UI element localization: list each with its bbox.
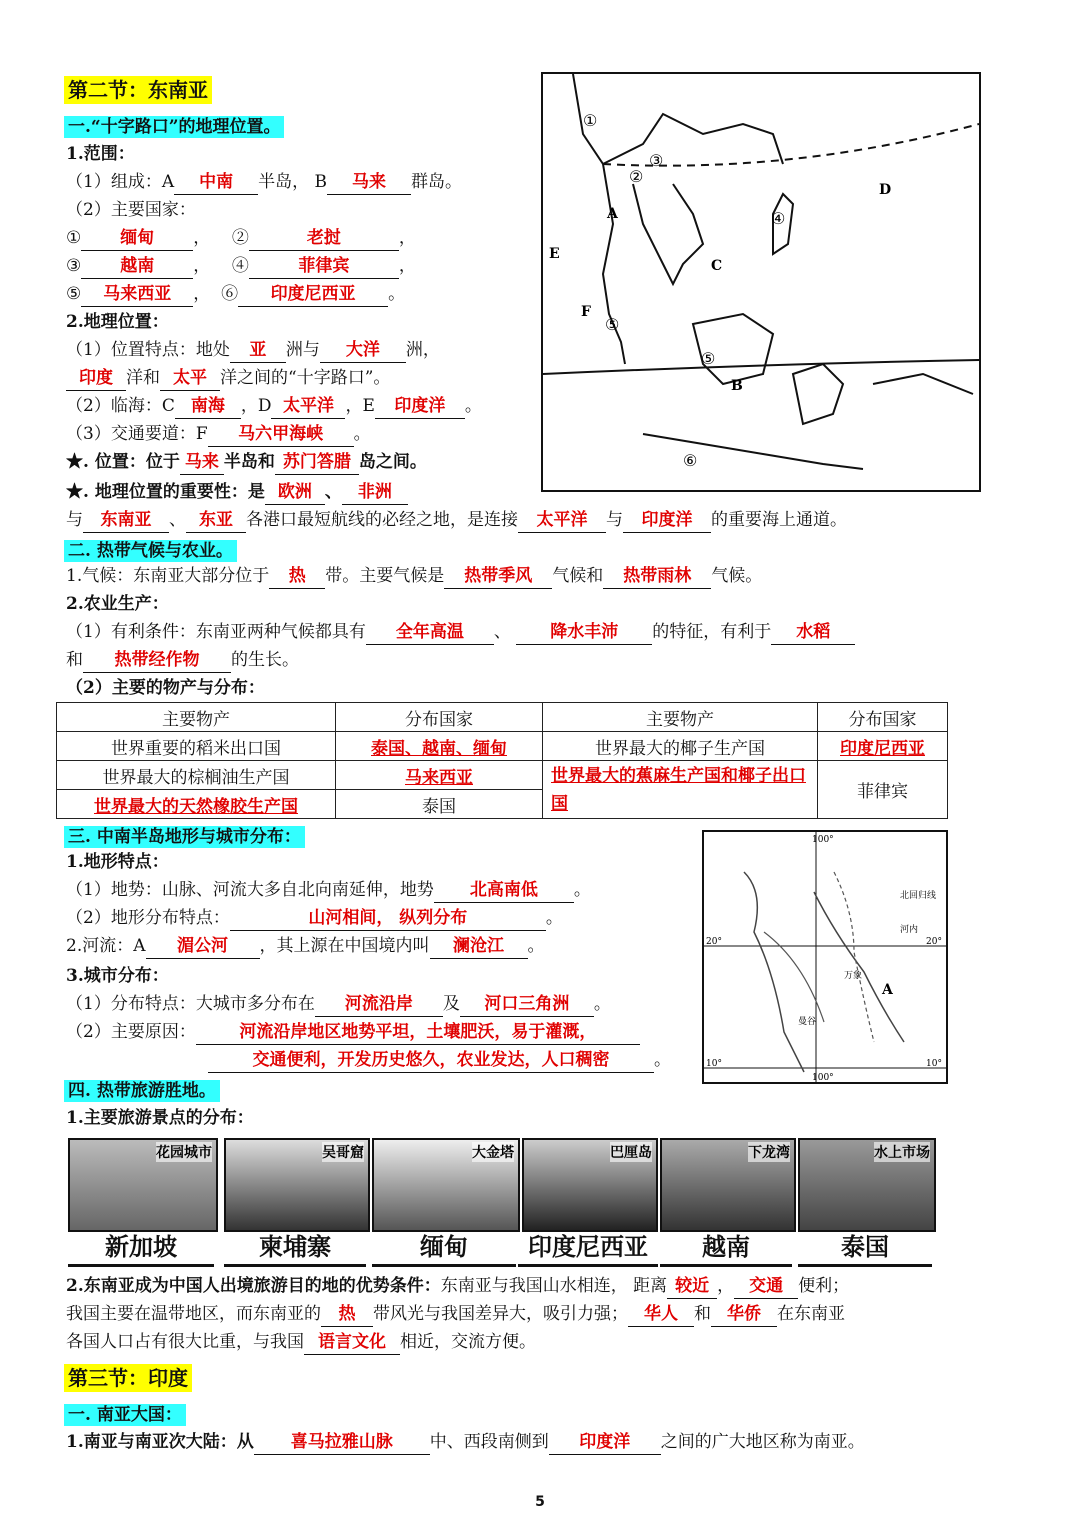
advantage-line-3: 各国人口占有很大比重，与我国 语言文化 相近，交流方便。 — [66, 1330, 536, 1355]
table-header: 主要物产 — [57, 703, 336, 732]
countries-row-3: ⑤ 马来西亚 ， ⑥ 印度尼西亚 。 — [66, 282, 405, 307]
map-vientiane: 万象 — [844, 971, 863, 981]
answer-malai: 马来 — [327, 170, 411, 195]
table-row — [57, 732, 948, 761]
marker-4: ④ — [771, 209, 786, 228]
table-cell: 世界最大的天然橡胶生产国 — [57, 790, 336, 819]
terrain-line-1: （1）地势：山脉、河流大多自北向南延伸，地势 北高南低 。 — [66, 878, 591, 903]
table-cell: 菲律宾 — [818, 761, 948, 819]
photo-tag: 水上市场 — [874, 1142, 930, 1162]
marker-2: ② — [629, 167, 644, 186]
photo-tag: 吴哥窟 — [322, 1142, 364, 1162]
traffic-line: （3）交通要道：F 马六甲海峡 。 — [66, 422, 371, 447]
answer-vietnam: 越南 — [81, 254, 193, 279]
answer-zhongnan: 中南 — [174, 170, 258, 195]
countries-title: （2）主要国家： — [66, 200, 196, 220]
importance-line-1: ★. 地理位置的重要性：是 欧洲 、 非洲 — [66, 480, 408, 505]
answer-laos: 老挝 — [249, 226, 399, 251]
city-line-3: 交通便利，开发历史悠久，农业发达，人口稠密 。 — [208, 1048, 671, 1073]
photo-myanmar — [372, 1138, 520, 1232]
map-lat-left: 20° — [706, 937, 722, 947]
feature-line-2: 印度 洋和 太平 洋之间的“十字路口”。 — [66, 366, 390, 391]
table-row — [57, 703, 948, 732]
products-title: （2）主要的物产与分布： — [66, 678, 265, 698]
countries-row-2: ③ 越南 ， ④ 菲律宾 ， — [66, 254, 416, 279]
condition-line-2: 和 热带经作物 的生长。 — [66, 648, 299, 673]
map-hanoi: 河内 — [900, 925, 919, 935]
terrain-line-2: （2）地形分布特点： 山河相间， 纵列分布 。 — [66, 906, 563, 931]
section3-title: 第三节：印度 — [64, 1362, 192, 1391]
advantage-line-1: 2.东南亚成为中国人出境旅游目的地的优势条件：东南亚与我国山水相连， 距离 较近 ， 交通 便利； — [66, 1274, 849, 1299]
caption-thailand: 泰国 — [798, 1230, 932, 1267]
products-table — [56, 702, 948, 819]
map-drawing — [543, 74, 979, 490]
heading-indochina: 三. 中南半岛地形与城市分布： — [64, 822, 305, 847]
city-line-1: （1）分布特点：大城市多分布在 河流沿岸 及 河口三角洲 。 — [66, 992, 611, 1017]
agri-title: 2.农业生产： — [66, 594, 169, 614]
table-cell: 泰国 — [336, 790, 543, 819]
marker-5b: ⑤ — [701, 349, 716, 368]
label-a: A — [607, 206, 618, 222]
marker-6: ⑥ — [683, 451, 698, 470]
heading-climate: 二. 热带气候与农业。 — [64, 536, 237, 561]
position-line: ★. 位置：位于 马来 半岛和 苏门答腊 岛之间。 — [66, 450, 427, 475]
page-number: 5 — [535, 1494, 545, 1510]
table-header: 主要物产 — [543, 703, 818, 732]
map-lat-right: 20° — [926, 937, 942, 947]
city-line-2: （2）主要原因： 河流沿岸地区地势平坦，土壤肥沃，易于灌溉， — [66, 1020, 640, 1045]
composition-line: （1）组成：A 中南 半岛， B 马来 群岛。 — [66, 170, 462, 195]
marker-5a: ⑤ — [605, 315, 620, 334]
feature-line-1: （1）位置特点：地处 亚 洲与 大洋 洲， — [66, 338, 440, 363]
south-asia-line: 1.南亚与南亚次大陆：从 喜马拉雅山脉 中、西段南侧到 印度洋 之间的广大地区称为南亚。 — [66, 1430, 865, 1455]
photo-indonesia — [522, 1138, 658, 1232]
table-cell: 世界最大的椰子生产国 — [543, 732, 818, 761]
spots-title: 1.主要旅游景点的分布： — [66, 1108, 254, 1128]
indochina-map — [702, 830, 948, 1084]
map-lat-left-2: 10° — [706, 1059, 722, 1069]
caption-indonesia: 印度尼西亚 — [518, 1230, 658, 1267]
label-b: B — [731, 378, 743, 394]
map-bangkok: 曼谷 — [798, 1017, 817, 1027]
answer-philippines: 菲律宾 — [249, 254, 399, 279]
table-row — [57, 761, 948, 790]
photo-tag: 下龙湾 — [748, 1142, 790, 1162]
heading-crossroads — [64, 112, 284, 137]
label-c: C — [711, 258, 723, 274]
map-lon-bottom: 100° — [812, 1073, 834, 1082]
table-cell: 印度尼西亚 — [818, 732, 948, 761]
caption-myanmar: 缅甸 — [372, 1230, 516, 1267]
marker-1: ① — [583, 111, 598, 130]
heading-south-asia: 一. 南亚大国： — [64, 1400, 186, 1425]
map-tropic: 北回归线 — [900, 891, 937, 901]
table-cell: 世界最大的蕉麻生产国和椰子出口国 — [543, 761, 818, 819]
photo-cambodia — [224, 1138, 370, 1232]
photo-vietnam — [660, 1138, 796, 1232]
table-cell: 世界最大的棕榈油生产国 — [57, 761, 336, 790]
map-lon-top: 100° — [812, 835, 834, 845]
answer-malaysia: 马来西亚 — [81, 282, 193, 307]
photo-singapore — [68, 1138, 218, 1232]
map-label-a: A — [882, 982, 893, 998]
river-line: 2.河流：A 湄公河 ，其上源在中国境内叫 澜沧江 。 — [66, 934, 545, 959]
caption-vietnam: 越南 — [660, 1230, 792, 1267]
photo-tag: 大金塔 — [472, 1142, 514, 1162]
city-title: 3.城市分布： — [66, 966, 169, 986]
table-cell: 马来西亚 — [336, 761, 543, 790]
label-e: E — [549, 246, 560, 262]
indochina-map-drawing — [704, 832, 946, 1082]
photo-tag: 花园城市 — [156, 1142, 212, 1162]
answer-myanmar: 缅甸 — [81, 226, 193, 251]
marker-3: ③ — [649, 151, 664, 170]
countries-row-1: ① 缅甸 ， ② 老挝 ， — [66, 226, 416, 251]
caption-singapore: 新加坡 — [68, 1230, 214, 1267]
advantage-line-2: 我国主要在温带地区，而东南亚的 热 带风光与我国差异大，吸引力强； 华人 和 华侨 在东南亚 — [66, 1302, 845, 1327]
table-header: 分布国家 — [336, 703, 543, 732]
importance-line-2: 与 东南亚 、 东亚 各港口最短航线的必经之地，是连接 太平洋 与 印度洋 的重要海上通道。 — [66, 508, 847, 533]
climate-line: 1.气候：东南亚大部分位于 热 带。主要气候是 热带季风 气候和 热带雨林 气候。 — [66, 564, 762, 589]
photo-tag: 巴厘岛 — [610, 1142, 652, 1162]
heading-text: 一.“十字路口”的地理位置。 — [64, 116, 284, 138]
answer-indonesia: 印度尼西亚 — [238, 282, 388, 307]
label-f: F — [581, 304, 591, 320]
section-title — [64, 74, 212, 103]
table-header: 分布国家 — [818, 703, 948, 732]
photo-thailand — [798, 1138, 936, 1232]
map-lat-right-2: 10° — [926, 1059, 942, 1069]
label-d: D — [879, 182, 892, 198]
range-title: 1.范围： — [66, 144, 135, 164]
heading-tourism: 四. 热带旅游胜地。 — [64, 1076, 220, 1101]
table-cell: 世界重要的稻米出口国 — [57, 732, 336, 761]
terrain-title: 1.地形特点： — [66, 852, 169, 872]
geo-title: 2.地理位置： — [66, 312, 169, 332]
section-title-text: 第二节：东南亚 — [64, 76, 212, 104]
condition-line-1: （1）有利条件：东南亚两种气候都具有 全年高温 、 降水丰沛 的特征，有利于 水稻 — [66, 620, 855, 645]
sea-line: （2）临海：C 南海 ，D 太平洋 ，E 印度洋 。 — [66, 394, 482, 419]
southeast-asia-map — [541, 72, 981, 492]
table-cell: 泰国、越南、缅甸 — [336, 732, 543, 761]
caption-cambodia: 柬埔寨 — [224, 1230, 366, 1267]
